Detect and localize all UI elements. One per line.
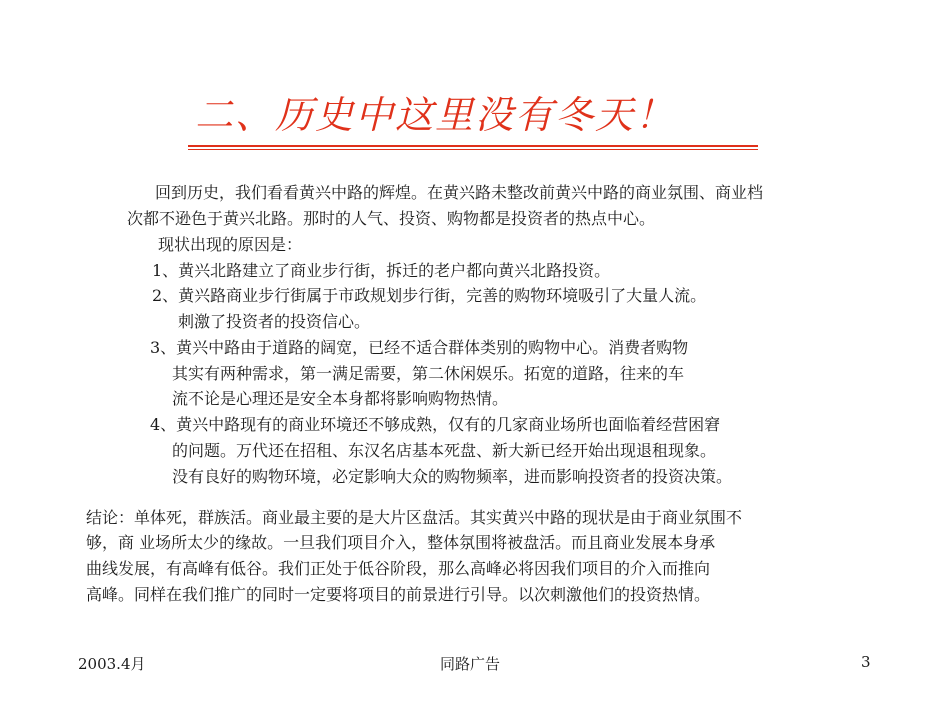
reason-item-2-line-2: 刺激了投资者的投资信心。 xyxy=(178,312,371,331)
conclusion-line-2: 够，商 业场所太少的缘故。一旦我们项目介入，整体氛围将被盘活。而且商业发展本身承 xyxy=(86,533,716,552)
conclusion-line-4: 高峰。同样在我们推广的同时一定要将项目的前景进行引导。以次刺激他们的投资热情。 xyxy=(86,585,711,604)
reason-item-3-line-3: 流不论是心理还是安全本身都将影响购物热情。 xyxy=(172,389,509,408)
footer-page-number: 3 xyxy=(861,653,871,671)
reason-item-4-line-2: 的问题。万代还在招租、东汉名店基本死盘、新大新已经开始出现退租现象。 xyxy=(172,441,717,460)
footer-company: 同路广告 xyxy=(440,655,501,673)
conclusion-line-3: 曲线发展，有高峰有低谷。我们正处于低谷阶段，那么高峰必将因我们项目的介入而推向 xyxy=(86,559,711,578)
conclusion-line-1: 结论：单体死，群族活。商业最主要的是大片区盘活。其实黄兴中路的现状是由于商业氛围不 xyxy=(86,508,743,527)
reason-item-4-line-3: 没有良好的购物环境，必定影响大众的购物频率，进而影响投资者的投资决策。 xyxy=(172,467,733,486)
title-underline-secondary xyxy=(188,149,758,150)
slide-title: 二、历史中这里没有冬天！ xyxy=(195,93,676,137)
reason-item-2-line-1: 2、黄兴路商业步行街属于市政规划步行街，完善的购物环境吸引了大量人流。 xyxy=(152,286,707,305)
reasons-heading: 现状出现的原因是： xyxy=(158,235,303,254)
reason-item-1: 1、黄兴北路建立了商业步行街，拆迁的老户都向黄兴北路投资。 xyxy=(152,261,611,280)
reason-item-4-line-1: 4、黄兴中路现有的商业环境还不够成熟，仅有的几家商业场所也面临着经营困窘 xyxy=(150,415,721,434)
reason-item-3-line-2: 其实有两种需求，第一满足需要，第二休闲娱乐。拓宽的道路，往来的车 xyxy=(172,364,685,383)
intro-line-1: 回到历史，我们看看黄兴中路的辉煌。在黄兴路未整改前黄兴中路的商业氛围、商业档 xyxy=(155,183,764,202)
footer-date: 2003.4月 xyxy=(78,655,146,673)
reason-item-3-line-1: 3、黄兴中路由于道路的阔宽，已经不适合群体类别的购物中心。消费者购物 xyxy=(150,338,689,357)
title-underline xyxy=(188,145,758,147)
intro-line-2: 次都不逊色于黄兴北路。那时的人气、投资、购物都是投资者的热点中心。 xyxy=(127,209,656,228)
